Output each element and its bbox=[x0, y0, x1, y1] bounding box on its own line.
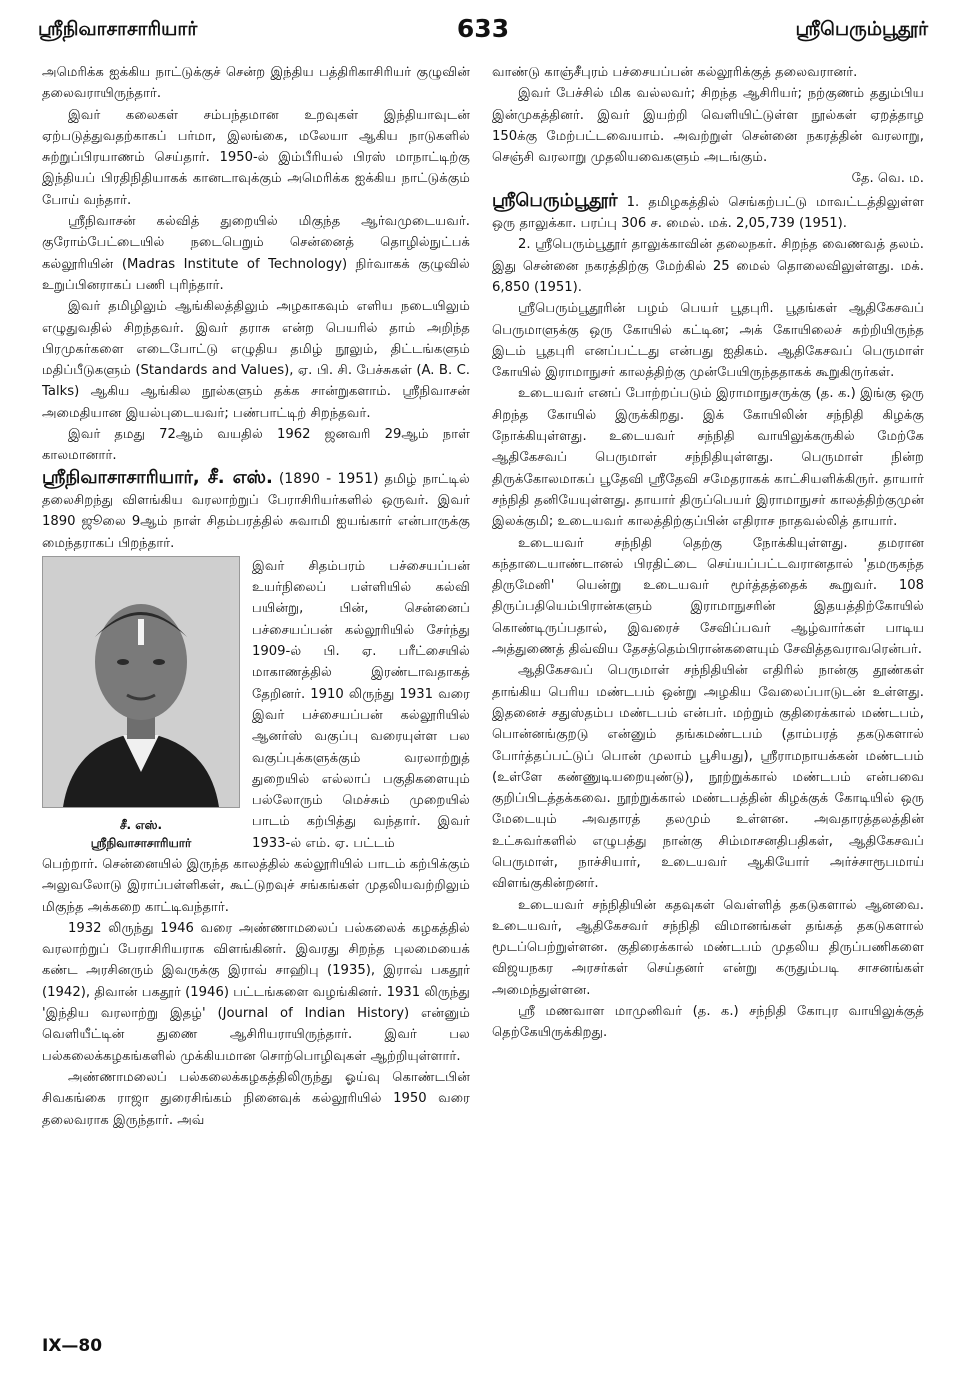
photo-caption-line: ஸ்ரீநிவாசாசாரியார் bbox=[90, 835, 192, 850]
paragraph: இவர் கலைகள் சம்பந்தமான உறவுகள் இந்தியாவுடன் ஏற்படுத்துவதற்காகப் பர்மா, இலங்கை, மலேயா ஆகிய நாடுகளில் சுற்றுப்பிரயாணம் செய்தார். 1950-ல் இம்பீரியல் பிரஸ் மாநாட்டிற்கு இந்தியப் பிரதிநிதியாகக் கானடாவுக்கும் அமெரிக்க ஐக்கிய நாட்டுக்கும் போய் வந்தார். bbox=[42, 107, 470, 208]
paragraph: இவர் பேச்சில் மிக வல்லவர்; சிறந்த ஆசிரியர்; நற்குணம் ததும்பிய இன்முகத்தினர். இவர் இயற்றி வெளியிட்டுள்ள நூல்கள் ஏறத்தாழ 150க்கு மேற்பட்டவையாம். அவற்றுள் சென்னை நகரத்தின் வரலாறு, செஞ்சி வரலாறு முதலியவைகளும் அடங்கும். bbox=[492, 86, 924, 166]
text-beside-photo: இவர் சிதம்பரம் பச்சையப்பன் உயர்நிலைப் பள்ளியில் கல்வி பயின்று, பின், சென்னைப் பச்சையப்பன் கல்லூரியில் சேர்ந்து 1909-ல் பி. ஏ. பரீட்சையில் மாகாணத்தில் இரண்டாவதாகத் தேறினர். 1910 லிருந்து 1931 வரை இவர் பச்சையப்பன் கல்லூரியில் ஆனர்ஸ் வகுப்பு வரையுள்ள பல வகுப்புக்களுக்கும் வரலாற்றுத் துறையில் எல்லாப் பகுதிகளையும் பல்லோரும் மெச்சும் முறையில் பாடம் கற்பித்து வந்தார். இவர் 1933-ல் எம். ஏ. பட்டம் bbox=[252, 558, 470, 851]
paragraph: 1932 லிருந்து 1946 வரை அண்ணாமலைப் பல்கலைக் கழகத்தில் வரலாற்றுப் பேராசிரியராக விளங்கினர். இவரது சிறந்த புலமையைக் கண்ட அரசினரும் இவருக்கு இராவ் சாஹிபு (1935), இராவ் பகதூர் (1942), திவான் பகதூர் (1946) பட்டங்களை வழங்கினர். 1931 லிருந்து 'இந்திய வரலாற்று இதழ்' (Journal of Indian History) என்னும் வெளியீட்டின் துணை ஆசிரியராயிருந்தார். இவர் பல பல்கலைக்கழகங்களில் முக்கியமான சொற்பொழிவுகள் ஆற்றியுள்ளார். bbox=[42, 920, 470, 1064]
running-head-right: ஸ்ரீபெரும்பூதூர் bbox=[795, 18, 928, 40]
page-number: 633 bbox=[456, 14, 510, 43]
entry-text: தமிழ் நாட்டில் தலைசிறந்து விளங்கிய வரலாற்றுப் பேராசிரியர்களில் ஒருவர். இவர் 1890 ஜூலை 9ஆம் நாள் சிதம்பரத்தில் சுவாமி ஐயங்கார் என்பாருக்கு மைந்தராகப் பிறந்தார். bbox=[42, 471, 470, 551]
paragraph: ஸ்ரீ மணவாள மாமுனிவர் (த. க.) சந்நிதி கோபுர வாயிலுக்குத் தெற்கேயிருக்கிறது. bbox=[492, 1004, 924, 1041]
portrait-photo bbox=[42, 556, 240, 808]
entry-dates: (1890 - 1951) bbox=[278, 470, 379, 487]
portrait-illustration bbox=[43, 557, 239, 807]
paragraph: இவர் தமிழிலும் ஆங்கிலத்திலும் அழகாகவும் எளிய நடையிலும் எழுதுவதில் சிறந்தவர். இவர் தராசு என்ற பெயரில் தாம் அறிந்த பிரமுகர்களை எடைபோட்டு எழுதிய தமிழ் நூலும், திட்டங்களும் மதிப்பீடுகளும் (Standards and Values), ஏ. பி. சி. பேச்சுகள் (A. B. C. Talks) ஆகிய ஆங்கில நூல்களும் தக்க சான்றுகளாம். ஸ்ரீநிவாசன் அமைதியான இயல்புடையவர்; பண்பாட்டிற் சிறந்தவர். bbox=[42, 299, 470, 421]
entry-intro bbox=[42, 467, 470, 554]
paragraph: அமெரிக்க ஐக்கிய நாட்டுக்குச் சென்ற இந்திய பத்திரிகாசிரியர் குழுவின் தலைவராயிருந்தார். bbox=[42, 65, 470, 102]
photo-caption-line: சீ. எஸ். bbox=[119, 817, 163, 832]
paragraph: உடையவர் எனப் போற்றப்படும் இராமாநுசருக்கு (த. க.) இங்கு ஒரு சிறந்த கோயில் இருக்கிறது. இக் கோயிலின் சந்நிதி கிழக்கு நோக்கியுள்ளது. உடையவர் சந்நிதி வாயிலுக்கருகில் மேற்கே ஆதிகேசவப் பெருமாள் சந்நிதியுள்ளது. பெருமாள் நின்ற திருக்கோலமாகப் பூதேவி ஸ்ரீதேவி சமேதராகக் காட்சியளிக்கிருர். தாயார் சந்நிதி தனியேயுள்ளது. தாயார் திருப்பெயர் இராமாநுசர் காலத்திற்குமுன் இலக்குமி; உடையவர் காலத்திற்குப்பின் எதிராச நாதவல்லித் தாயார். bbox=[492, 386, 924, 530]
paragraph: ஸ்ரீபெரும்பூதூரின் பழம் பெயர் பூதபுரி. பூதங்கள் ஆதிகேசவப் பெருமாளுக்கு ஒரு கோயில் கட்டின; அக் கோயிலைச் சுற்றியிருந்த இடம் பூதபுரி எனப்பட்டது என்பது ஐதிகம். ஆதிகேசவப் பெருமாள் கோயில் இராமாநுசர் காலத்திற்கு முன்பேயிருந்ததாகக் கூறுகிருர்கள். bbox=[492, 301, 924, 381]
left-column bbox=[42, 62, 470, 1131]
entry-definition: 2. ஸ்ரீபெரும்பூதூர் தாலுக்காவின் தலைநகர். சிறந்த வைணவத் தலம். இது சென்னை நகரத்திற்கு மேற்கில் 25 மைல் தொலைவிலுள்ளது. மக். 6,850 (1951). bbox=[492, 237, 924, 295]
running-head-left: ஸ்ரீநிவாசாசாரியார் bbox=[38, 18, 198, 40]
author-initials: தே. வெ. ம. bbox=[851, 171, 924, 187]
entry-headword: ஸ்ரீபெரும்பூதூர் bbox=[492, 189, 618, 211]
paragraph: ஸ்ரீநிவாசன் கல்வித் துறையில் மிகுந்த ஆர்வமுடையவர். குரோம்பேட்டையில் நடைபெறும் சென்னைத் தொழில்நுட்பக் கல்லூரியின் (Madras Institute of Technology) நிர்வாகக் குழுவில் உறுப்பினராகப் பணி புரிந்தார். bbox=[42, 214, 470, 293]
right-column bbox=[492, 62, 924, 1044]
photo-caption bbox=[42, 816, 240, 852]
signature-mark: IX—80 bbox=[42, 1336, 103, 1356]
portrait-figure bbox=[42, 556, 240, 854]
paragraph: அண்ணாமலைப் பல்கலைக்கழகத்திலிருந்து ஓய்வு கொண்டபின் சிவகங்கை ராஜா துரைசிங்கம் நினைவுக் கல்லூரியில் 1950 வரை தலைவராக இருந்தார். அவ் bbox=[42, 1069, 470, 1128]
entry-intro bbox=[492, 190, 924, 235]
paragraph: பெற்றார். சென்னையில் இருந்த காலத்தில் கல்லூரியில் பாடம் கற்பிக்கும் அலுவலோடு இராப்பள்ளிகள், கூட்டுறவுச் சங்கங்கள் முதலியவற்றிலும் மிகுந்த அக்கறை காட்டிவந்தார். bbox=[42, 856, 470, 915]
paragraph: ஆதிகேசவப் பெருமாள் சந்நிதியின் எதிரில் நான்கு தூண்கள் தாங்கிய பெரிய மண்டபம் ஒன்று அழகிய வேலைப்பாடுடன் உள்ளது. இதனைச் சதுஸ்தம்ப மண்டபம் என்பர். மற்றும் குதிரைக்கால் மண்டபம், பொன்னங்குறடு என்னும் தங்கமண்டபம் (தாம்பரத் தகடுகளால் போர்த்தப்பட்டுப் பொன் முலாம் பூசியது), ஸ்ரீராமநாயக்கன் மண்டபம் (உள்ளே கண்ணுடியறையுண்டு), நூற்றுக்கால் மண்டபம் என்பவை குறிப்பிடத்தக்கவை. நூற்றுக்கால் மண்டபத்தின் கிழக்குக் கோடியில் ஒரு மேடையும் அவதாரத் தலமும் உள்ளன. அவதாரத்தலத்தின் உட்சுவர்களில் எழுபத்து நான்கு சிம்மாசனதிபதிகள், ஆதிகேசவப் பெருமாள், நாச்சியார், உடையவர் ஆகியோர் அர்ச்சாரூபமாய் விளங்குகின்றனர். bbox=[492, 663, 924, 892]
paragraph: உடையவர் சந்நிதியின் கதவுகள் வெள்ளித் தகடுகளால் ஆனவை. உடையவர், ஆதிகேசவர் சந்நிதி விமானங்கள் தங்கத் தகடுகளால் மூடப்பெற்றுள்ளன. குதிரைக்கால் மண்டபம் முதலிய திருப்பணிகளை விஜயநகர அரசர்கள் செய்தனர் என்று கருதும்படி சாசனங்கள் அமைந்துள்ளன. bbox=[492, 897, 924, 998]
portrait-block bbox=[42, 556, 470, 854]
entry-headword: ஸ்ரீநிவாசாசாரியார், சீ. எஸ். bbox=[42, 466, 273, 488]
paragraph: உடையவர் சந்நிதி தெற்கு நோக்கியுள்ளது. தமரான கந்தாடையாண்டானல் பிரதிட்டை செய்யப்பட்டவரானதால் 'தமருகந்த திருமேனி' யென்று உடையவர் மூர்த்தத்தைக் கூறுவர். 108 திருப்பதியெம்பிரான்களும் இராமாநுசரின் இதயத்திற்கோயில் கொண்டிருப்பதால், இவரைச் சேவிப்பவர் ஆழ்வார்கள் பாடிய அத்துணைத் திவ்விய தேசத்தெம்பிரான்களையும் சேவித்தவராவரென்பர். bbox=[492, 535, 924, 658]
page-header bbox=[38, 14, 928, 50]
paragraph: வாண்டு காஞ்சீபுரம் பச்சையப்பன் கல்லூரிக்குத் தலைவரானர். bbox=[492, 65, 858, 80]
paragraph: இவர் தமது 72ஆம் வயதில் 1962 ஜனவரி 29ஆம் நாள் காலமானார். bbox=[42, 427, 470, 464]
entry-definition: 1. தமிழகத்தில் செங்கற்பட்டு மாவட்டத்திலுள்ள ஒரு தாலுக்கா. பரப்பு 306 ச. மைல். மக். 2,05,739 (1951). bbox=[492, 194, 924, 232]
